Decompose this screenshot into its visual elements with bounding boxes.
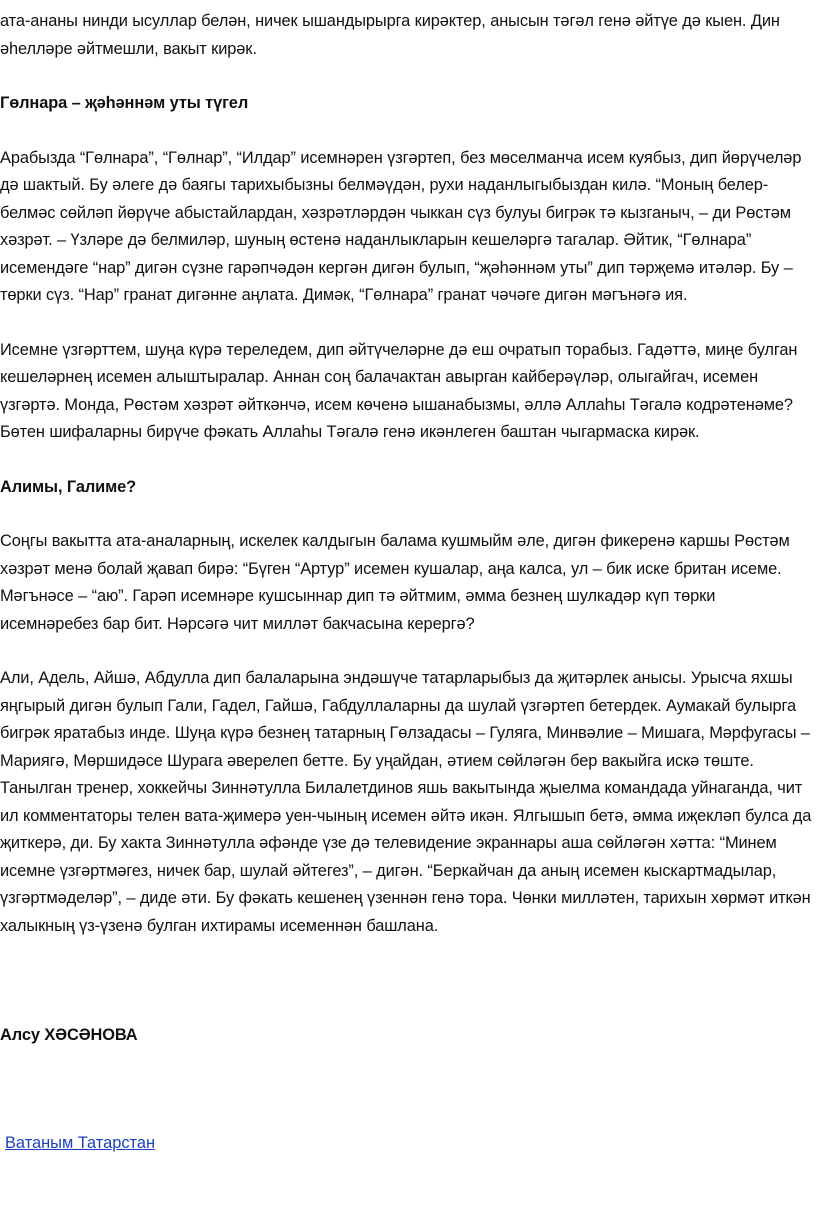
source-link[interactable]: Ватаным Татарстан — [5, 1134, 156, 1152]
source-link-container — [5, 1130, 155, 1157]
section-heading-alimy: Алимы, Галиме? — [0, 477, 137, 496]
paragraph-tatar-names: Али, Адель, Айшә, Абдулла дип балаларына эндәшүче татарларыбыз да җитәрлек анысы. Урысча яхшы яңгырый дигән булып Гали, Гадел, Гайшә, Габдуллаларны да шулай үзгәртеп бетердек. Аумакай булырга бигрәк яратабыз инде. Шуңа күрә безнең татарның Гөлзадасы – Гуляга, Минвәлие – Мишага, Мәрфугасы – Мариягә, Мөршидәсе Шурага әверелеп бетте. Бу уңайдан, әтием сөйләгән бер вакыйга искә төште. Танылган тренер, хоккейчы Зиннәтулла Билалетдинов яшь вакытында җыелма командада уйнаганда, чит ил комментаторы телен вата-җимерә уен-чының исемен әйтә икән. Ялгышып бетә, әмма иҗекләп булса да җиткерә, ди. Бу хакта Зиннәтулла әфәнде үзе дә телевидение экраннары аша сөйләгән хәтта: “Минем исемне үзгәртмәгез, ничек бар, шулай әйтегез”, – дигән. “Беркайчан да аның исемен кыскартмадылар, үзгәртмәделәр”, – диде әти. Бу фәкать кешенең үзеннән генә тора. Чөнки милләтен, тарихын хөрмәт иткән халыкның үз-үзенә булган ихтирамы исеменнән башлана. — [0, 669, 812, 935]
paragraph-intro: ата-ананы нинди ысуллар белән, ничек ышандырырга кирәктер, анысын тәгәл генә әйтүе дә кыен. Дин әһелләре әйтмешли, вакыт кирәк. — [0, 12, 780, 58]
paragraph-artur: Соңгы вакытта ата-аналарның, искелек калдыгын балама кушмыйм әле, дигән фикеренә каршы Рөстәм хәзрәт менә болай җавап бирә: “Бүген “Артур” исемен кушалар, аңа калса, ул – бик иске британ исеме. Мәгънәсе – “аю”. Гарәп исемнәре кушсыннар дип тә әйтмим, әмма безнең шулкадәр күп төрки исемнәребез бар бит. Нәрсәгә чит милләт бакчасына керергә? — [0, 532, 790, 633]
paragraph-name-change: Исемне үзгәрттем, шуңа күрә тереледем, дип әйтүчеләрне дә еш очратып торабыз. Гадәттә, миңе булган кешеләрнең исемен алыштыралар. Аннан соң балачактан авырган кайберәүләр, олыгайгач, исемен үзгәртә. Монда, Рөстәм хәзрәт әйткәнчә, исем көченә ышанабызмы, әллә Аллаһы Тәгалә кодрәтенәме? Бөтен шифаларны бирүче фәкать Аллаһы Тәгалә генә икәнлеген баштан чыгармаска кирәк. — [0, 340, 798, 441]
paragraph-gulnara: Арабызда “Гөлнара”, “Гөлнар”, “Илдар” исемнәрен үзгәртеп, без мөселманча исем куябыз, дип йөрүчеләр дә шактый. Бу әлеге дә баягы тарихыбызны белмәүдән, рухи наданлыгыбыздан килә. “Моның белер-белмәс сөйләп йөрүче абыстайлардан, хәзрәтләрдән чыккан сүз булуы бигрәк тә кызганыч, – ди Рөстәм хәзрәт. – Үзләре дә белмиләр, шуның өстенә наданлыкларын кешеләргә тагалар. Әйтик, “Гөлнара” исемендәге “нар” дигән сүзне гарәпчәдән кергән дигән булып, “җәһәннәм уты” дип тәрҗемә итәләр. Бу – төрки сүз. “Нар” гранат дигәнне аңлата. Димәк, “Гөлнара” гранат чәчәге дигән мәгънәгә ия. — [0, 148, 802, 304]
section-heading-gulnara: Гөлнара – җәһәннәм уты түгел — [0, 94, 249, 112]
author-name: Алсу ХӘСӘНОВА — [0, 1026, 138, 1044]
